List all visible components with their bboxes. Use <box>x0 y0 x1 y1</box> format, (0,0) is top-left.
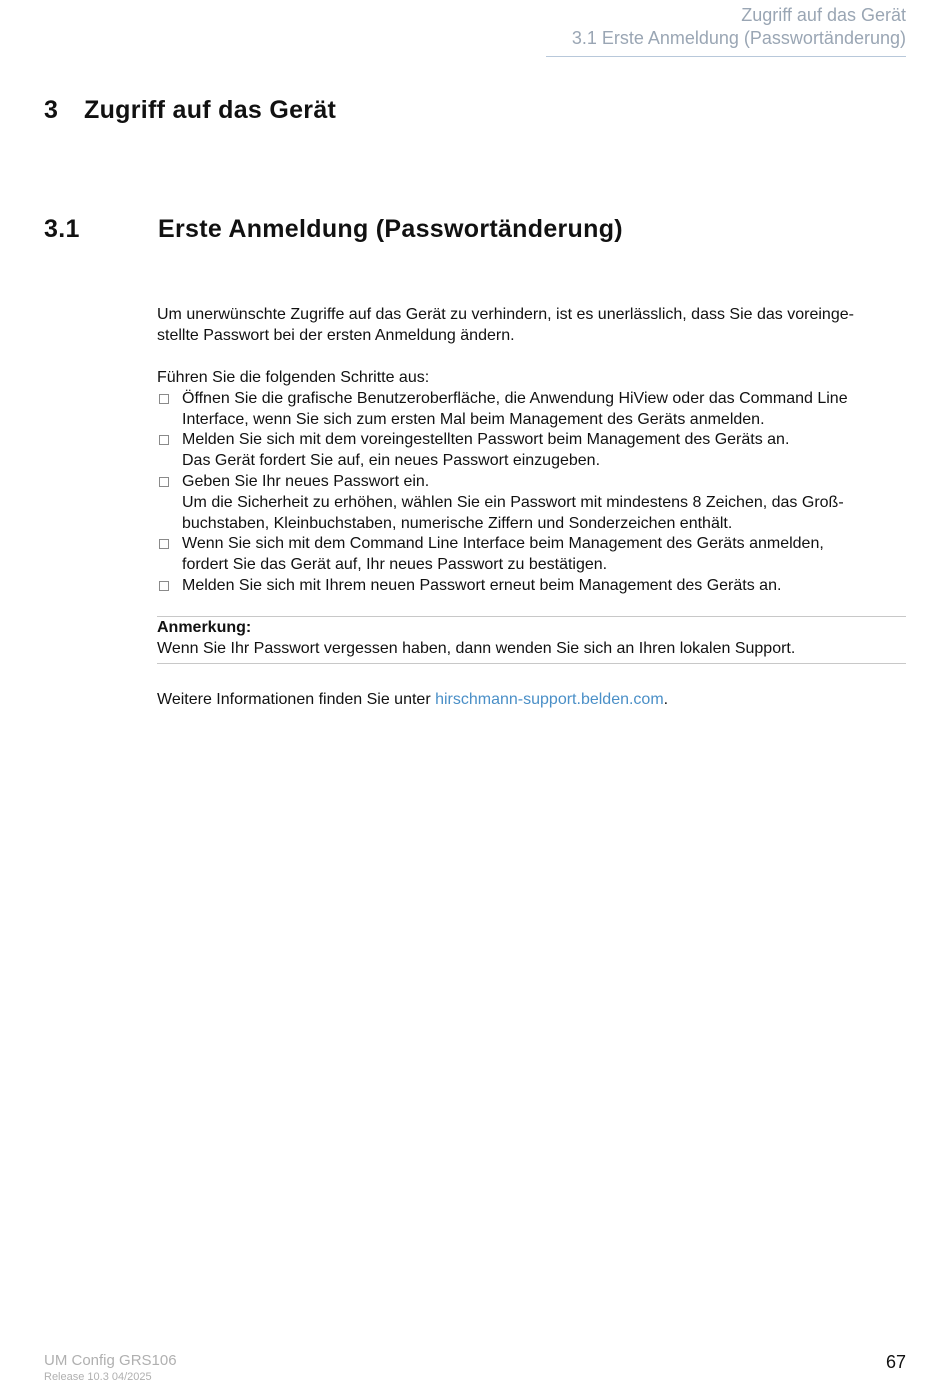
step-line: Melden Sie sich mit dem voreingestellten Passwort beim Management des Geräts an. <box>182 431 790 449</box>
step-line: Wenn Sie sich mit dem Command Line Interface beim Management des Geräts anmelden, <box>182 535 824 553</box>
section-title: Erste Anmeldung (Passwortänderung) <box>158 215 623 243</box>
note-heading: Anmerkung: <box>157 619 252 636</box>
step-line: fordert Sie das Gerät auf, Ihr neues Passwort zu bestätigen. <box>182 556 608 574</box>
chapter-title: Zugriff auf das Gerät <box>84 96 337 124</box>
more-info-prefix: Weitere Informationen finden Sie unter <box>157 691 436 708</box>
note-text: Wenn Sie Ihr Passwort vergessen haben, dann wenden Sie sich an Ihren lokalen Support. <box>157 639 796 657</box>
support-link[interactable]: hirschmann-support.belden.com <box>435 691 664 708</box>
running-header-section: 3.1 Erste Anmeldung (Passwortänderung) <box>571 28 906 48</box>
step-line: Geben Sie Ihr neues Passwort ein. <box>182 472 430 490</box>
chapter-number: 3 <box>44 96 59 124</box>
note-divider-bottom <box>157 663 906 664</box>
step-line: Öffnen Sie die grafische Benutzeroberfläche, die Anwendung HiView oder das Command Line <box>182 389 848 407</box>
step-item <box>157 430 909 472</box>
step-line: Melden Sie sich mit Ihrem neuen Passwort erneut beim Management des Geräts an. <box>182 576 782 594</box>
section-heading <box>44 215 623 244</box>
page-number: 67 <box>885 1352 906 1372</box>
intro-line: stellte Passwort bei der ersten Anmeldung ändern. <box>157 326 515 344</box>
checkbox-icon <box>159 394 169 404</box>
footer-document-title: UM Config GRS106 <box>44 1352 177 1369</box>
footer <box>44 1352 177 1384</box>
steps-list <box>157 389 909 597</box>
intro-line: Um unerwünschte Zugriffe auf das Gerät zu verhindern, ist es unerlässlich, dass Sie das voreinge- <box>157 306 854 323</box>
step-line: Das Gerät fordert Sie auf, ein neues Passwort einzugeben. <box>182 452 601 470</box>
steps-block <box>157 368 909 597</box>
intro-paragraph <box>157 305 909 347</box>
running-header-chapter: Zugriff auf das Gerät <box>741 5 906 25</box>
checkbox-icon <box>159 477 169 487</box>
more-info-suffix: . <box>663 691 669 708</box>
step-line: Um die Sicherheit zu erhöhen, wählen Sie ein Passwort mit mindestens 8 Zeichen, das Groß- <box>182 493 844 511</box>
running-header <box>572 4 906 50</box>
note-box <box>157 618 909 660</box>
note-divider-top <box>157 616 906 617</box>
step-item <box>157 576 909 597</box>
more-info-paragraph <box>157 690 909 711</box>
step-item <box>157 472 909 534</box>
chapter-heading <box>44 96 336 125</box>
header-rule <box>546 56 906 57</box>
step-line: Interface, wenn Sie sich zum ersten Mal beim Management des Geräts anmelden. <box>182 410 765 428</box>
checkbox-icon <box>159 435 169 445</box>
section-number: 3.1 <box>44 215 80 243</box>
footer-release: Release 10.3 04/2025 <box>44 1371 152 1383</box>
checkbox-icon <box>159 539 169 549</box>
step-item <box>157 389 909 431</box>
step-item <box>157 534 909 576</box>
steps-intro: Führen Sie die folgenden Schritte aus: <box>157 369 430 386</box>
step-line: buchstaben, Kleinbuchstaben, numerische Ziffern und Sonderzeichen enthält. <box>182 514 733 532</box>
checkbox-icon <box>159 581 169 591</box>
